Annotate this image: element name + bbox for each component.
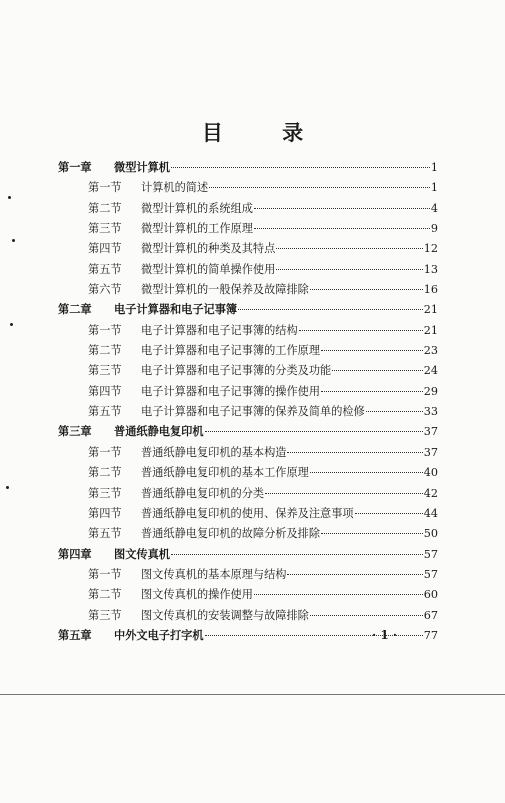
toc-section-entry: [58, 586, 438, 606]
dot-leader: [254, 594, 423, 595]
dot-leader: [171, 554, 423, 555]
toc-entry-label: 第三章: [58, 425, 92, 439]
toc-entry-title: 普通纸静电复印机的分类: [141, 486, 265, 500]
dot-leader: [287, 452, 422, 453]
toc-entry-label: 第六节: [88, 283, 122, 297]
toc-entry-page: 13: [423, 262, 438, 276]
toc-entry-label: 第二节: [88, 344, 122, 358]
toc-entry-page: 16: [423, 283, 438, 297]
toc-entry-label: 第四节: [88, 242, 122, 256]
toc-chapter-entry: [58, 301, 438, 321]
toc-entry-title: 电子计算器和电子记事簿: [114, 303, 238, 317]
toc-entry-label: 第一节: [88, 181, 122, 195]
dot-leader: [254, 208, 430, 209]
dot-leader: [276, 269, 422, 270]
dot-leader: [321, 391, 423, 392]
dot-leader: [321, 350, 423, 351]
dot-leader: [310, 615, 423, 616]
toc-entry-page: 1: [430, 161, 438, 174]
toc-entry-page: 1: [430, 181, 438, 195]
scan-speck: [10, 323, 13, 326]
dot-leader: [205, 431, 423, 432]
toc-entry-title: 图文传真机: [114, 547, 170, 561]
dot-leader: [310, 472, 423, 473]
toc-entry-title: 电子计算器和电子记事簿的工作原理: [141, 344, 321, 358]
dot-leader: [238, 309, 423, 310]
toc-entry-label: 第一节: [88, 567, 122, 581]
toc-entry-page: 23: [423, 344, 438, 358]
toc-section-entry: [58, 403, 438, 423]
toc-entry-page: 40: [423, 466, 438, 480]
toc-chapter-entry: [58, 423, 438, 443]
page-title: 目 录: [201, 121, 330, 145]
toc-section-entry: [58, 179, 438, 199]
toc-entry-label: 第二节: [88, 466, 122, 480]
toc-entry-title: 微型计算机的系统组成: [141, 201, 253, 215]
table-of-contents: [58, 159, 438, 647]
scan-speck: [12, 239, 15, 242]
toc-entry-title: 微型计算机的工作原理: [141, 222, 253, 236]
toc-entry-page: 57: [423, 547, 438, 561]
toc-entry-title: 普通纸静电复印机的基本构造: [141, 445, 287, 459]
scan-speck: [6, 486, 9, 489]
page-number: · 1 ·: [372, 628, 398, 642]
toc-entry-title: 中外文电子打字机: [114, 628, 204, 642]
toc-entry-title: 电子计算器和电子记事簿的保养及简单的检修: [141, 405, 365, 419]
toc-entry-page: 24: [423, 364, 438, 378]
toc-entry-title: 普通纸静电复印机的使用、保养及注意事项: [141, 506, 354, 520]
toc-section-entry: [58, 525, 438, 545]
toc-entry-label: 第四节: [88, 384, 122, 398]
toc-entry-page: 67: [423, 608, 438, 622]
toc-section-entry: [58, 505, 438, 525]
dot-leader: [287, 574, 422, 575]
toc-chapter-entry: [58, 159, 438, 179]
toc-entry-page: 77: [423, 628, 438, 642]
dot-leader: [366, 411, 423, 412]
dot-leader: [209, 187, 430, 188]
toc-entry-label: 第三节: [88, 222, 122, 236]
toc-entry-page: 29: [423, 384, 438, 398]
toc-entry-title: 微型计算机的种类及其特点: [141, 242, 276, 256]
toc-section-entry: [58, 566, 438, 586]
toc-entry-label: 第二节: [88, 201, 122, 215]
bottom-rule: [0, 694, 505, 695]
toc-entry-page: 60: [423, 588, 438, 602]
toc-entry-page: 9: [430, 222, 438, 236]
toc-section-entry: [58, 607, 438, 627]
toc-entry-title: 电子计算器和电子记事簿的结构: [141, 323, 298, 337]
toc-entry-title: 计算机的简述: [141, 181, 209, 195]
toc-section-entry: [58, 261, 438, 281]
dot-leader: [276, 248, 422, 249]
toc-entry-label: 第四章: [58, 547, 92, 561]
toc-section-entry: [58, 240, 438, 260]
toc-entry-page: 50: [423, 527, 438, 541]
dot-leader: [321, 533, 423, 534]
toc-section-entry: [58, 342, 438, 362]
toc-chapter-entry: [58, 546, 438, 566]
toc-section-entry: [58, 383, 438, 403]
toc-section-entry: [58, 220, 438, 240]
toc-entry-title: 普通纸静电复印机的基本工作原理: [141, 466, 309, 480]
toc-section-entry: [58, 200, 438, 220]
toc-entry-label: 第二章: [58, 303, 92, 317]
toc-entry-label: 第五节: [88, 405, 122, 419]
toc-entry-page: 37: [423, 445, 438, 459]
toc-entry-title: 图文传真机的基本原理与结构: [141, 567, 287, 581]
toc-entry-label: 第二节: [88, 588, 122, 602]
dot-leader: [355, 513, 423, 514]
toc-entry-label: 第五章: [58, 628, 92, 642]
toc-entry-title: 图文传真机的安装调整与故障排除: [141, 608, 309, 622]
toc-entry-label: 第一节: [88, 323, 122, 337]
toc-entry-page: 4: [430, 201, 438, 215]
dot-leader: [299, 330, 423, 331]
toc-section-entry: [58, 322, 438, 342]
toc-entry-page: 44: [423, 506, 438, 520]
dot-leader: [171, 167, 430, 168]
dot-leader: [265, 493, 423, 494]
toc-section-entry: [58, 464, 438, 484]
toc-entry-page: 12: [423, 242, 438, 256]
dot-leader: [310, 289, 423, 290]
toc-entry-page: 21: [423, 323, 438, 337]
toc-entry-title: 电子计算器和电子记事簿的操作使用: [141, 384, 321, 398]
toc-entry-label: 第一节: [88, 445, 122, 459]
scan-speck: [8, 196, 11, 199]
toc-section-entry: [58, 362, 438, 382]
toc-entry-title: 普通纸静电复印机的故障分析及排除: [141, 527, 321, 541]
toc-entry-page: 33: [423, 405, 438, 419]
toc-entry-title: 图文传真机的操作使用: [141, 588, 253, 602]
toc-entry-label: 第一章: [58, 161, 92, 174]
toc-entry-title: 普通纸静电复印机: [114, 425, 204, 439]
toc-entry-label: 第五节: [88, 527, 122, 541]
toc-entry-title: 微型计算机的简单操作使用: [141, 262, 276, 276]
toc-entry-page: 21: [423, 303, 438, 317]
toc-entry-label: 第三节: [88, 364, 122, 378]
toc-entry-title: 微型计算机: [114, 161, 170, 174]
toc-section-entry: [58, 444, 438, 464]
toc-section-entry: [58, 281, 438, 301]
toc-entry-label: 第五节: [88, 262, 122, 276]
toc-entry-label: 第三节: [88, 608, 122, 622]
toc-entry-page: 57: [423, 567, 438, 581]
toc-section-entry: [58, 485, 438, 505]
toc-entry-title: 微型计算机的一般保养及故障排除: [141, 283, 309, 297]
toc-entry-title: 电子计算器和电子记事簿的分类及功能: [141, 364, 332, 378]
toc-entry-label: 第四节: [88, 506, 122, 520]
toc-entry-page: 42: [423, 486, 438, 500]
dot-leader: [332, 370, 423, 371]
dot-leader: [254, 228, 430, 229]
toc-entry-label: 第三节: [88, 486, 122, 500]
toc-entry-page: 37: [423, 425, 438, 439]
